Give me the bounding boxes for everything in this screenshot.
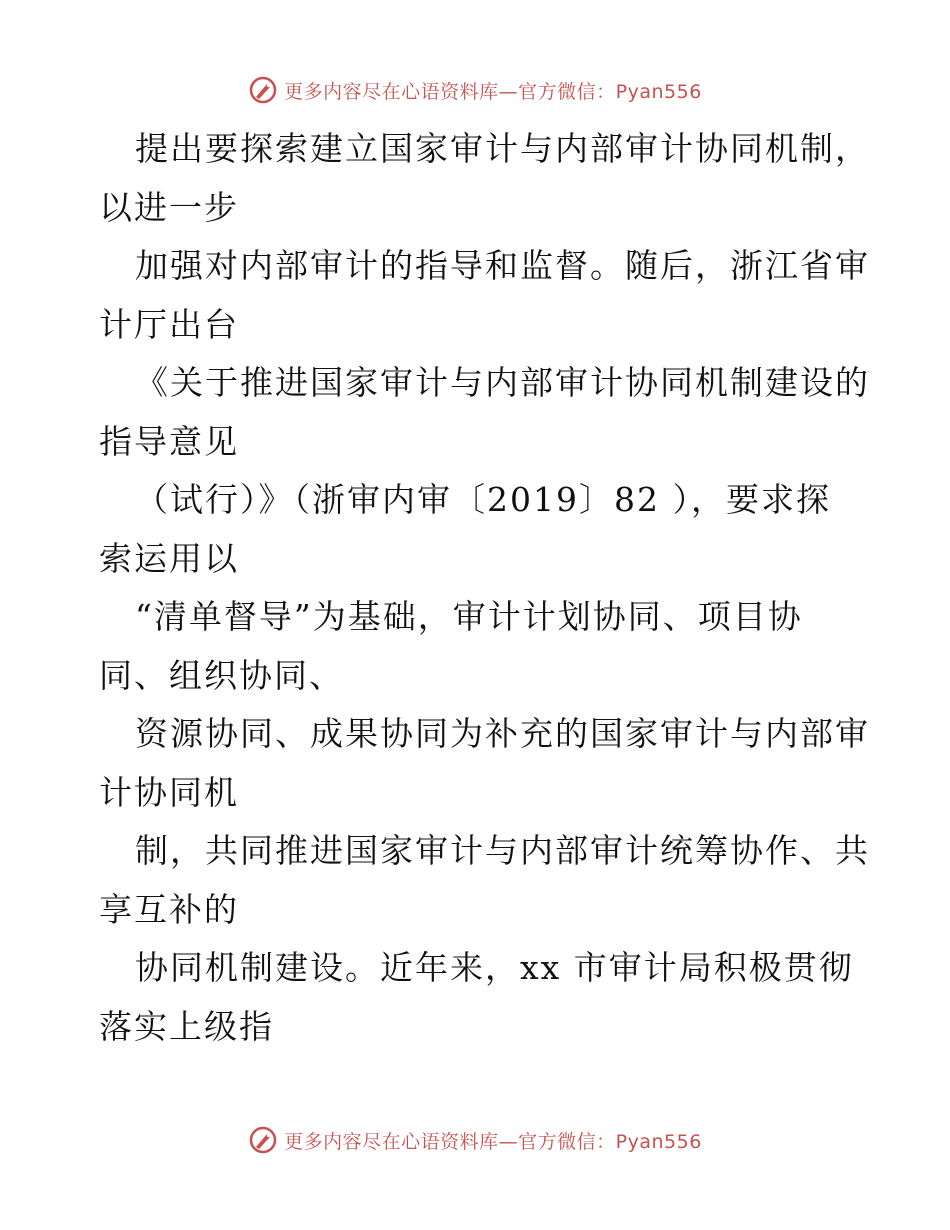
text-line: 《关于推进国家审计与内部审计协同机制建设的 xyxy=(135,363,870,402)
text-line: 同、组织协同、 xyxy=(99,655,344,695)
text-line: 加强对内部审计的指导和监督。随后，浙江省审 xyxy=(135,246,870,285)
text-line: 资源协同、成果协同为补充的国家审计与内部审 xyxy=(135,714,870,753)
pen-nib-logo-icon xyxy=(248,75,278,105)
text-line: 索运用以 xyxy=(99,538,239,578)
footer-watermark xyxy=(0,1120,950,1160)
text-line: 指导意见 xyxy=(99,421,239,461)
text-line: （试行）》（浙审内审〔2019〕82 ），要求探 xyxy=(135,480,831,519)
document-body xyxy=(99,120,870,1056)
text-line: 计协同机 xyxy=(99,772,239,812)
text-line: 制，共同推进国家审计与内部审计统筹协作、共 xyxy=(135,831,870,870)
watermark-text: 更多内容尽在心语资料库—官方微信：Pyan556 xyxy=(284,1130,702,1153)
text-line: 提出要探索建立国家审计与内部审计协同机制， xyxy=(135,129,870,168)
text-line: 落实上级指 xyxy=(99,1006,274,1046)
text-line: “清单督导”为基础，审计计划协同、项目协 xyxy=(135,597,803,636)
text-line: 以进一步 xyxy=(99,187,239,227)
text-line: 享互补的 xyxy=(99,889,239,929)
text-line: 计厅出台 xyxy=(99,304,239,344)
pen-nib-logo-icon xyxy=(248,1125,278,1155)
header-watermark xyxy=(0,70,950,110)
watermark-text: 更多内容尽在心语资料库—官方微信：Pyan556 xyxy=(284,80,702,103)
text-line: 协同机制建设。近年来，xx 市审计局积极贯彻 xyxy=(135,948,854,987)
